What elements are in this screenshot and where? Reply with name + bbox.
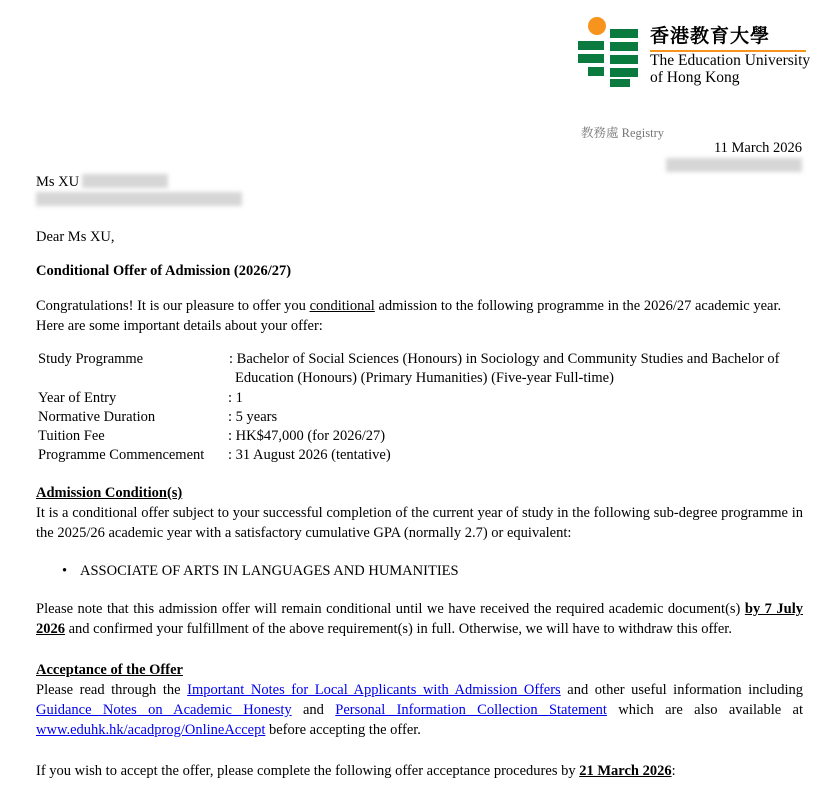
detail-value: : 5 years [228,408,278,425]
admission-note [36,599,803,639]
acceptance-text-3: and [291,702,336,718]
bullet-icon: • [62,563,68,579]
procedure-text-1: If you wish to accept the offer, please complete the following offer acceptance procedures by [36,763,580,779]
document-deadline: by 7 July 2026 [36,601,803,637]
table-row [38,427,808,446]
acceptance-text-1: Please read through the [36,682,188,698]
acceptance-procedure [36,761,803,781]
addressee-name: Ms XU [36,174,80,190]
list-item [62,561,459,581]
detail-label: Year of Entry [38,389,117,406]
admission-title: Admission Condition(s) [36,485,183,501]
table-row [38,350,808,389]
letter-subject: Conditional Offer of Admission (2026/27) [36,263,292,279]
eduhk-logo-icon [578,15,642,89]
intro-text-1: Congratulations! It is our pleasure to offer you [36,298,310,314]
important-notes-link[interactable]: Important Notes for Local Applicants with Admission Offers [187,682,561,698]
intro-text-2: admission to the following programme in the 2026/27 academic year. Here are some important details about your offer: [36,298,782,334]
intro-paragraph [36,296,806,336]
redacted-address [36,192,242,206]
acceptance-section [36,660,803,740]
intro-emphasis: conditional [309,298,375,314]
table-row [38,446,808,465]
note-text-1: Please note that this admission offer will remain conditional until we have received the required academic document(s) [36,601,745,617]
admission-section [36,483,803,543]
detail-label: Programme Commencement [38,447,205,464]
online-accept-link[interactable]: www.eduhk.hk/acadprog/OnlineAccept [36,722,266,738]
acceptance-text-4: which are also available at [606,702,804,718]
acceptance-text-5: before accepting the offer. [265,722,421,738]
acceptance-body [36,680,803,740]
logo-chinese-name: 香港教育大學 [650,26,771,47]
table-row [38,408,808,427]
logo-english-name [650,52,810,86]
programme-name: ASSOCIATE OF ARTS IN LANGUAGES AND HUMANITIES [80,563,459,579]
detail-value: : 1 [228,389,243,406]
detail-value: : 31 August 2026 (tentative) [228,447,391,464]
redacted-reference [666,158,802,172]
detail-label: Tuition Fee [38,428,105,445]
logo-en-line2: of Hong Kong [650,69,740,86]
acceptance-title: Acceptance of the Offer [36,662,183,678]
detail-label: Study Programme [38,351,144,367]
letter-date: 11 March 2026 [713,140,802,156]
note-text-2: and confirmed your fulfillment of the above requirement(s) in full. Otherwise, we will have to withdraw this offer. [65,621,732,637]
logo-en-line1: The Education University [650,52,811,69]
detail-value: : Bachelor of Social Sciences (Honours) in Sociology and Community Studies and Bachelor of Education (Honours) (Primary Humanities) (Five-year Full-time) [229,351,780,387]
salutation: Dear Ms XU, [36,229,115,245]
pics-link[interactable]: Personal Information Collection Statement [335,702,607,718]
academic-honesty-link[interactable]: Guidance Notes on Academic Honesty [36,702,292,718]
acceptance-deadline: 21 March 2026 [579,763,672,779]
procedure-text-2: : [671,763,676,779]
offer-details-table [38,350,808,466]
detail-value: : HK$47,000 (for 2026/27) [228,428,386,445]
redacted-name [82,174,168,188]
admission-body: It is a conditional offer subject to your successful completion of the current year of study in the following sub-degree programme in the 2025/26 academic year with a satisfactory cumulative GPA (normally 2.7) or equivalent: [36,505,803,541]
table-row [38,389,808,408]
acceptance-text-2: and other useful information including [560,682,803,698]
detail-label: Normative Duration [38,408,156,425]
registry-label: 教務處 Registry [581,126,664,140]
